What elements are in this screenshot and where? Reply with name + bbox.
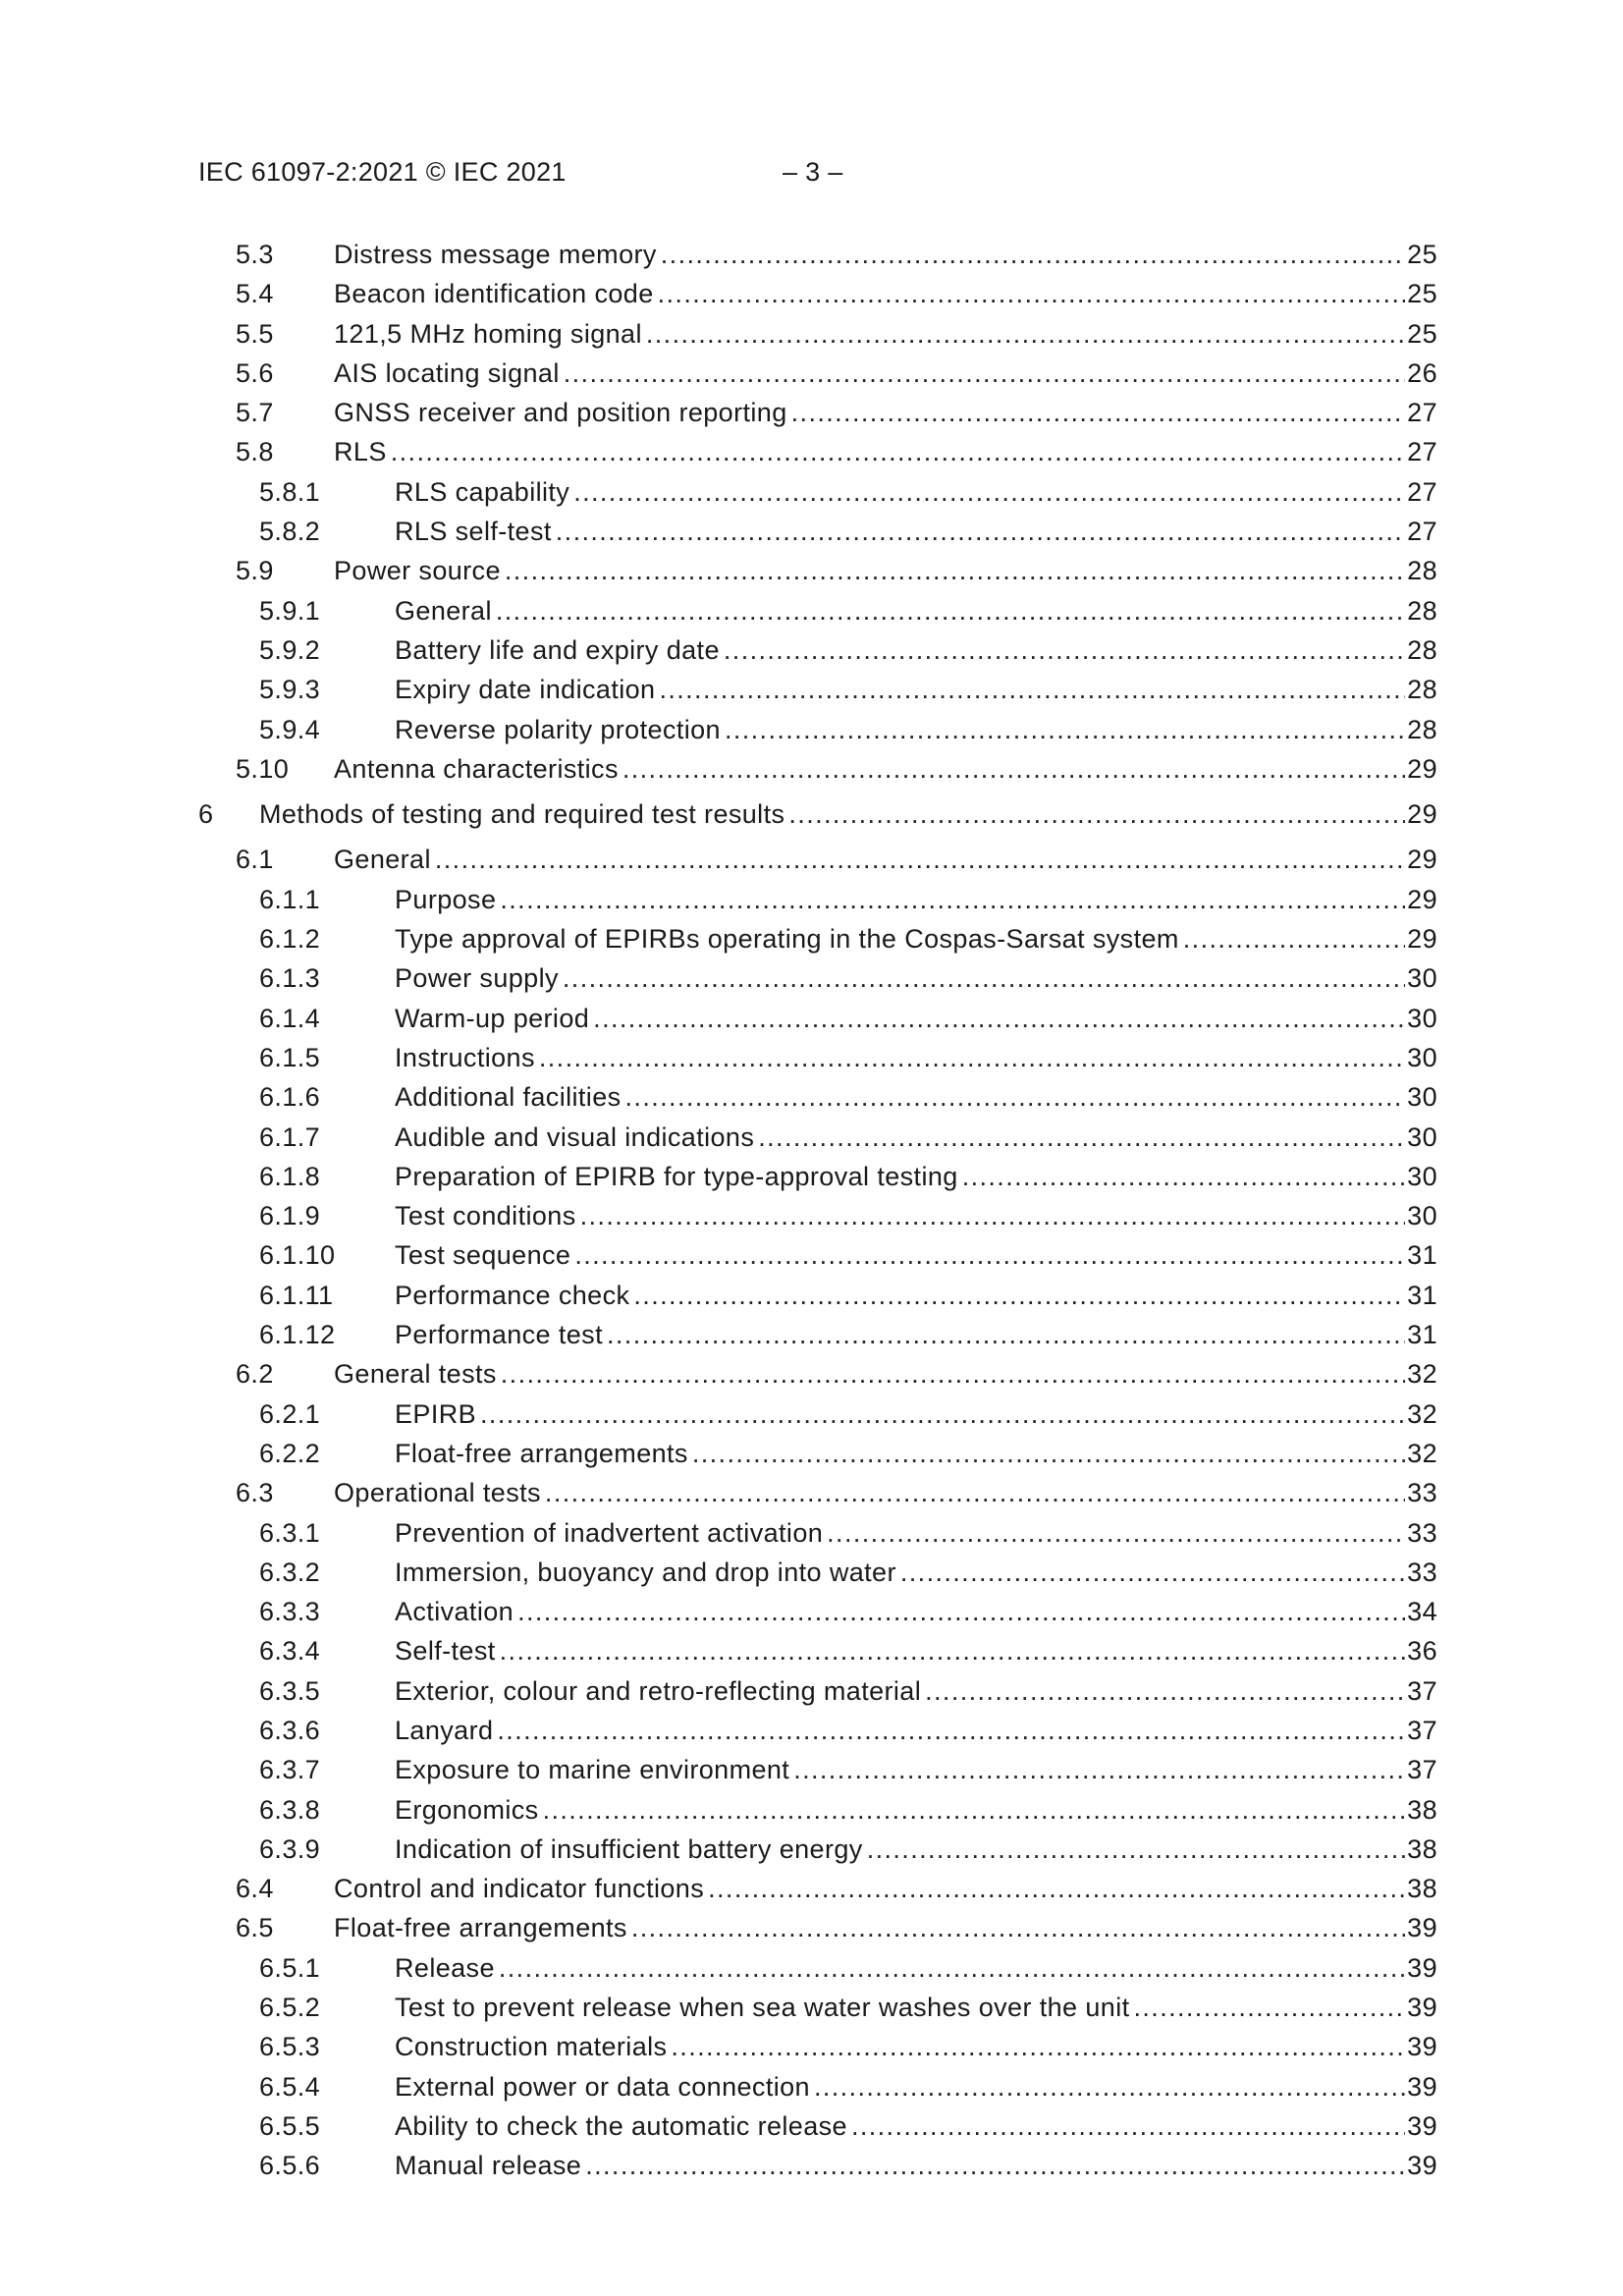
toc-dot-leader: [480, 1394, 1405, 1434]
toc-entry-title: 121,5 MHz homing signal: [334, 318, 642, 349]
toc-entry-page: 31: [1407, 1280, 1437, 1310]
toc-dot-leader: [543, 1790, 1406, 1830]
toc-entry[interactable]: [198, 670, 1437, 709]
toc-entry-number: 5.10: [236, 753, 290, 784]
toc-entry-number: 5.8.1: [259, 476, 321, 507]
toc-dot-leader: [499, 1948, 1405, 1988]
toc-entry-title: Prevention of inadvertent activation: [395, 1517, 824, 1548]
toc-entry-title: Exposure to marine environment: [395, 1755, 790, 1785]
toc-entry-page: 31: [1407, 1240, 1437, 1271]
toc-dot-leader: [545, 1473, 1405, 1512]
toc-entry-number: 6.3.5: [259, 1675, 321, 1706]
toc-entry-number: 6.1.3: [259, 963, 321, 994]
toc-entry-title: Power source: [334, 556, 501, 586]
toc-entry-page: 32: [1407, 1438, 1437, 1468]
toc-entry-page: 29: [1407, 845, 1437, 875]
toc-entry-title: Methods of testing and required test results: [259, 799, 785, 830]
toc-entry-number: 5.7: [236, 398, 274, 428]
toc-entry-page: 38: [1407, 1833, 1437, 1864]
toc-entry-page: 39: [1407, 1913, 1437, 1943]
toc-entry[interactable]: [198, 1948, 1437, 1988]
toc-entry-title: Preparation of EPIRB for type-approval testing: [395, 1161, 958, 1191]
toc-entry[interactable]: [198, 840, 1437, 879]
toc-entry-page: 27: [1407, 517, 1437, 547]
toc-entry-title: Audible and visual indications: [395, 1121, 755, 1152]
toc-entry[interactable]: [198, 1711, 1437, 1750]
toc-entry-number: 5.8.2: [259, 517, 321, 547]
toc-entry-page: 39: [1407, 2071, 1437, 2102]
toc-dot-leader: [517, 1592, 1405, 1631]
toc-entry-page: 37: [1407, 1715, 1437, 1745]
toc-entry-number: 6.3.2: [259, 1557, 321, 1587]
toc-entry[interactable]: [198, 2146, 1437, 2185]
table-of-contents: [198, 235, 1437, 2186]
toc-entry-page: 37: [1407, 1675, 1437, 1706]
toc-entry-number: 5.3: [236, 240, 274, 269]
toc-entry[interactable]: [198, 1235, 1437, 1275]
toc-entry-number: 5.9.1: [259, 595, 321, 626]
toc-entry-title: Operational tests: [334, 1478, 541, 1508]
toc-entry-number: 6.1.2: [259, 924, 321, 955]
toc-entry-number: 5.4: [236, 279, 274, 309]
toc-entry-title: Ergonomics: [395, 1794, 539, 1825]
toc-entry-page: 39: [1407, 2032, 1437, 2062]
toc-entry[interactable]: [198, 235, 1437, 274]
toc-entry-title: Activation: [395, 1597, 514, 1627]
toc-entry-title: Beacon identification code: [334, 279, 654, 309]
toc-dot-leader: [724, 630, 1405, 670]
toc-entry-number: 6.3.8: [259, 1794, 321, 1825]
toc-entry-page: 30: [1407, 963, 1437, 994]
toc-entry-number: 6.1: [236, 845, 274, 875]
toc-dot-leader: [573, 472, 1405, 512]
toc-dot-leader: [593, 999, 1405, 1038]
toc-entry-title: RLS self-test: [395, 517, 552, 547]
toc-entry-number: 6.1.10: [259, 1240, 336, 1271]
toc-entry-title: Float-free arrangements: [395, 1438, 688, 1468]
toc-entry[interactable]: [198, 591, 1437, 630]
toc-entry[interactable]: [198, 551, 1437, 590]
toc-entry-title: Ability to check the automatic release: [395, 2110, 847, 2141]
toc-entry[interactable]: [198, 1908, 1437, 1947]
toc-entry-number: 6.1.1: [259, 884, 321, 914]
toc-dot-leader: [1134, 1988, 1406, 2027]
toc-dot-leader: [607, 1315, 1405, 1354]
toc-dot-leader: [505, 551, 1405, 590]
toc-entry[interactable]: [198, 630, 1437, 670]
toc-entry[interactable]: [198, 1276, 1437, 1315]
toc-dot-leader: [496, 591, 1405, 630]
toc-entry-page: 33: [1407, 1478, 1437, 1508]
toc-dot-leader: [827, 1513, 1405, 1553]
toc-dot-leader: [793, 1750, 1405, 1789]
toc-entry-number: 6.1.8: [259, 1161, 321, 1191]
toc-entry-number: 6.5.4: [259, 2071, 321, 2102]
toc-entry-number: 6.2: [236, 1359, 274, 1390]
toc-entry-page: 39: [1407, 1952, 1437, 1983]
toc-entry[interactable]: [198, 958, 1437, 998]
toc-dot-leader: [1183, 919, 1405, 958]
toc-entry-page: 27: [1407, 437, 1437, 467]
toc-dot-leader: [851, 2106, 1405, 2146]
toc-entry-page: 30: [1407, 1201, 1437, 1231]
toc-entry-number: 6.2.2: [259, 1438, 321, 1468]
toc-entry[interactable]: [198, 2067, 1437, 2106]
toc-entry-number: 6.3: [236, 1478, 274, 1508]
toc-entry-page: 26: [1407, 357, 1437, 388]
toc-entry-number: 6.1.4: [259, 1003, 321, 1033]
toc-entry-page: 25: [1407, 240, 1437, 269]
toc-dot-leader: [622, 749, 1405, 789]
toc-dot-leader: [692, 1434, 1405, 1473]
toc-entry[interactable]: [198, 314, 1437, 354]
toc-entry-page: 32: [1407, 1398, 1437, 1429]
toc-entry-title: External power or data connection: [395, 2071, 810, 2102]
toc-entry[interactable]: [198, 794, 1437, 834]
toc-entry-page: 39: [1407, 1993, 1437, 2023]
toc-entry-number: 6.5.3: [259, 2032, 321, 2062]
toc-entry-number: 6.4: [236, 1874, 274, 1904]
toc-entry-title: Performance test: [395, 1320, 603, 1350]
toc-entry-title: Construction materials: [395, 2032, 668, 2062]
toc-entry-number: 5.9.2: [259, 634, 321, 665]
toc-entry-page: 25: [1407, 318, 1437, 349]
toc-entry-number: 5.6: [236, 357, 274, 388]
toc-dot-leader: [646, 314, 1405, 354]
toc-entry-title: AIS locating signal: [334, 357, 560, 388]
toc-dot-leader: [625, 1077, 1406, 1117]
toc-dot-leader: [962, 1157, 1405, 1196]
toc-entry-title: Exterior, colour and retro-reflecting material: [395, 1675, 922, 1706]
toc-entry-number: 6.5.6: [259, 2151, 321, 2181]
toc-dot-leader: [633, 1276, 1405, 1315]
toc-entry-title: Additional facilities: [395, 1082, 622, 1113]
toc-dot-leader: [708, 1869, 1405, 1908]
toc-entry-page: 28: [1407, 634, 1437, 665]
toc-dot-leader: [435, 840, 1405, 879]
toc-entry[interactable]: [198, 1354, 1437, 1394]
toc-entry-number: 6.3.4: [259, 1636, 321, 1667]
toc-entry-number: 5.9: [236, 556, 274, 586]
toc-entry-number: 5.9.4: [259, 714, 321, 744]
toc-entry[interactable]: [198, 432, 1437, 471]
toc-entry-page: 28: [1407, 714, 1437, 744]
toc-entry-title: Float-free arrangements: [334, 1913, 627, 1943]
toc-entry-page: 31: [1407, 1320, 1437, 1350]
toc-entry-title: Warm-up period: [395, 1003, 590, 1033]
toc-entry-title: RLS: [334, 437, 387, 467]
toc-entry-number: 6.1.11: [259, 1280, 334, 1310]
page-header: [198, 157, 1435, 196]
toc-entry-page: 33: [1407, 1517, 1437, 1548]
toc-entry[interactable]: [198, 1671, 1437, 1711]
toc-dot-leader: [585, 2146, 1405, 2185]
toc-entry-title: Immersion, buoyancy and drop into water: [395, 1557, 896, 1587]
toc-entry-page: 28: [1407, 556, 1437, 586]
toc-entry-title: Test sequence: [395, 1240, 571, 1271]
toc-dot-leader: [725, 710, 1405, 749]
toc-entry-title: Performance check: [395, 1280, 630, 1310]
toc-entry-number: 6.3.7: [259, 1755, 321, 1785]
toc-entry-number: 6.3.3: [259, 1597, 321, 1627]
toc-entry-title: Purpose: [395, 884, 497, 914]
toc-entry-number: 5.5: [236, 318, 274, 349]
toc-entry-page: 27: [1407, 476, 1437, 507]
toc-entry-page: 38: [1407, 1874, 1437, 1904]
toc-entry-title: Instructions: [395, 1042, 535, 1072]
toc-dot-leader: [574, 1235, 1405, 1275]
toc-entry[interactable]: [198, 749, 1437, 789]
toc-entry[interactable]: [198, 1790, 1437, 1830]
toc-entry-title: Self-test: [395, 1636, 496, 1667]
toc-entry[interactable]: [198, 1118, 1437, 1157]
toc-entry-title: Type approval of EPIRBs operating in the Cospas-Sarsat system: [395, 924, 1179, 955]
toc-entry[interactable]: [198, 1553, 1437, 1592]
toc-entry-page: 29: [1407, 799, 1437, 830]
toc-entry-number: 6.5.1: [259, 1952, 321, 1983]
toc-entry-title: Battery life and expiry date: [395, 634, 720, 665]
toc-dot-leader: [867, 1830, 1405, 1869]
toc-entry-page: 30: [1407, 1121, 1437, 1152]
toc-entry[interactable]: [198, 999, 1437, 1038]
toc-entry-title: Antenna characteristics: [334, 753, 619, 784]
toc-entry-page: 34: [1407, 1597, 1437, 1627]
toc-entry[interactable]: [198, 1196, 1437, 1235]
toc-entry-page: 29: [1407, 884, 1437, 914]
toc-entry-page: 25: [1407, 279, 1437, 309]
toc-entry[interactable]: [198, 1434, 1437, 1473]
toc-entry-title: Control and indicator functions: [334, 1874, 705, 1904]
toc-entry-page: 36: [1407, 1636, 1437, 1667]
toc-dot-leader: [539, 1038, 1405, 1077]
toc-entry[interactable]: [198, 1077, 1437, 1117]
toc-entry-page: 30: [1407, 1003, 1437, 1033]
toc-entry[interactable]: [198, 1750, 1437, 1789]
toc-entry-title: General tests: [334, 1359, 497, 1390]
standard-reference: IEC 61097-2:2021 © IEC 2021: [198, 157, 567, 187]
toc-entry-number: 6.1.5: [259, 1042, 321, 1072]
toc-entry[interactable]: [198, 919, 1437, 958]
toc-entry[interactable]: [198, 710, 1437, 749]
toc-entry[interactable]: [198, 1988, 1437, 2027]
toc-entry-page: 30: [1407, 1161, 1437, 1191]
toc-entry[interactable]: [198, 1513, 1437, 1553]
toc-dot-leader: [564, 354, 1405, 393]
toc-dot-leader: [563, 958, 1405, 998]
toc-dot-leader: [659, 670, 1405, 709]
toc-entry-number: 5.8: [236, 437, 274, 467]
toc-entry[interactable]: [198, 1394, 1437, 1434]
toc-entry-title: Indication of insufficient battery energy: [395, 1833, 863, 1864]
toc-entry-title: General: [395, 595, 492, 626]
toc-entry-title: EPIRB: [395, 1398, 477, 1429]
toc-entry[interactable]: [198, 512, 1437, 551]
toc-entry-number: 6.3.6: [259, 1715, 321, 1745]
toc-entry[interactable]: [198, 1315, 1437, 1354]
toc-entry-number: 6.5.2: [259, 1993, 321, 2023]
toc-entry-number: 6.1.7: [259, 1121, 321, 1152]
toc-entry-number: 5.9.3: [259, 675, 321, 705]
toc-entry[interactable]: [198, 1631, 1437, 1670]
toc-entry-title: RLS capability: [395, 476, 570, 507]
toc-dot-leader: [788, 794, 1405, 834]
toc-entry-page: 33: [1407, 1557, 1437, 1587]
toc-entry-number: 6.5.5: [259, 2110, 321, 2141]
toc-entry-title: Lanyard: [395, 1715, 494, 1745]
toc-entry[interactable]: [198, 1830, 1437, 1869]
toc-dot-leader: [391, 432, 1405, 471]
toc-entry-page: 28: [1407, 675, 1437, 705]
toc-entry-page: 37: [1407, 1755, 1437, 1785]
toc-entry[interactable]: [198, 1157, 1437, 1196]
toc-entry-title: Test conditions: [395, 1201, 576, 1231]
toc-entry-title: General: [334, 845, 431, 875]
toc-entry[interactable]: [198, 880, 1437, 919]
toc-entry-page: 29: [1407, 924, 1437, 955]
toc-dot-leader: [497, 1711, 1405, 1750]
toc-entry[interactable]: [198, 354, 1437, 393]
toc-dot-leader: [791, 393, 1406, 432]
toc-dot-leader: [900, 1553, 1405, 1592]
toc-entry-page: 27: [1407, 398, 1437, 428]
toc-dot-leader: [500, 1631, 1406, 1670]
toc-dot-leader: [631, 1908, 1405, 1947]
toc-dot-leader: [556, 512, 1405, 551]
toc-entry-number: 6.1.9: [259, 1201, 321, 1231]
toc-entry[interactable]: [198, 393, 1437, 432]
toc-entry-page: 38: [1407, 1794, 1437, 1825]
toc-dot-leader: [814, 2067, 1405, 2106]
toc-entry-page: 39: [1407, 2110, 1437, 2141]
toc-dot-leader: [501, 1354, 1405, 1394]
toc-entry-number: 6.2.1: [259, 1398, 321, 1429]
page-number: – 3 –: [783, 157, 843, 187]
toc-dot-leader: [758, 1118, 1405, 1157]
toc-entry-number: 6.1.12: [259, 1320, 336, 1350]
toc-dot-leader: [661, 235, 1405, 274]
toc-entry-page: 29: [1407, 753, 1437, 784]
toc-entry-page: 30: [1407, 1082, 1437, 1113]
toc-dot-leader: [580, 1196, 1406, 1235]
toc-entry-number: 6: [198, 799, 214, 830]
toc-entry[interactable]: [198, 472, 1437, 512]
toc-entry[interactable]: [198, 2027, 1437, 2066]
toc-dot-leader: [500, 880, 1405, 919]
toc-entry-title: Release: [395, 1952, 495, 1983]
toc-entry-title: Power supply: [395, 963, 559, 994]
toc-entry[interactable]: [198, 1592, 1437, 1631]
toc-entry-title: Reverse polarity protection: [395, 714, 721, 744]
toc-entry-page: 39: [1407, 2151, 1437, 2181]
toc-entry-number: 6.3.1: [259, 1517, 321, 1548]
toc-entry-title: Expiry date indication: [395, 675, 656, 705]
toc-entry-title: GNSS receiver and position reporting: [334, 398, 787, 428]
toc-entry-title: Distress message memory: [334, 240, 657, 269]
toc-entry-title: Manual release: [395, 2151, 582, 2181]
toc-entry[interactable]: [198, 2106, 1437, 2146]
toc-entry-title: Test to prevent release when sea water washes over the unit: [395, 1993, 1130, 2023]
toc-dot-leader: [658, 274, 1406, 313]
toc-entry-page: 30: [1407, 1042, 1437, 1072]
toc-entry[interactable]: [198, 274, 1437, 313]
toc-dot-leader: [671, 2027, 1405, 2066]
toc-entry-page: 28: [1407, 595, 1437, 626]
toc-entry[interactable]: [198, 1473, 1437, 1512]
toc-dot-leader: [925, 1671, 1405, 1711]
toc-entry-page: 32: [1407, 1359, 1437, 1390]
toc-entry[interactable]: [198, 1038, 1437, 1077]
toc-entry-number: 6.1.6: [259, 1082, 321, 1113]
toc-entry-number: 6.3.9: [259, 1833, 321, 1864]
toc-entry[interactable]: [198, 1869, 1437, 1908]
toc-entry-number: 6.5: [236, 1913, 274, 1943]
